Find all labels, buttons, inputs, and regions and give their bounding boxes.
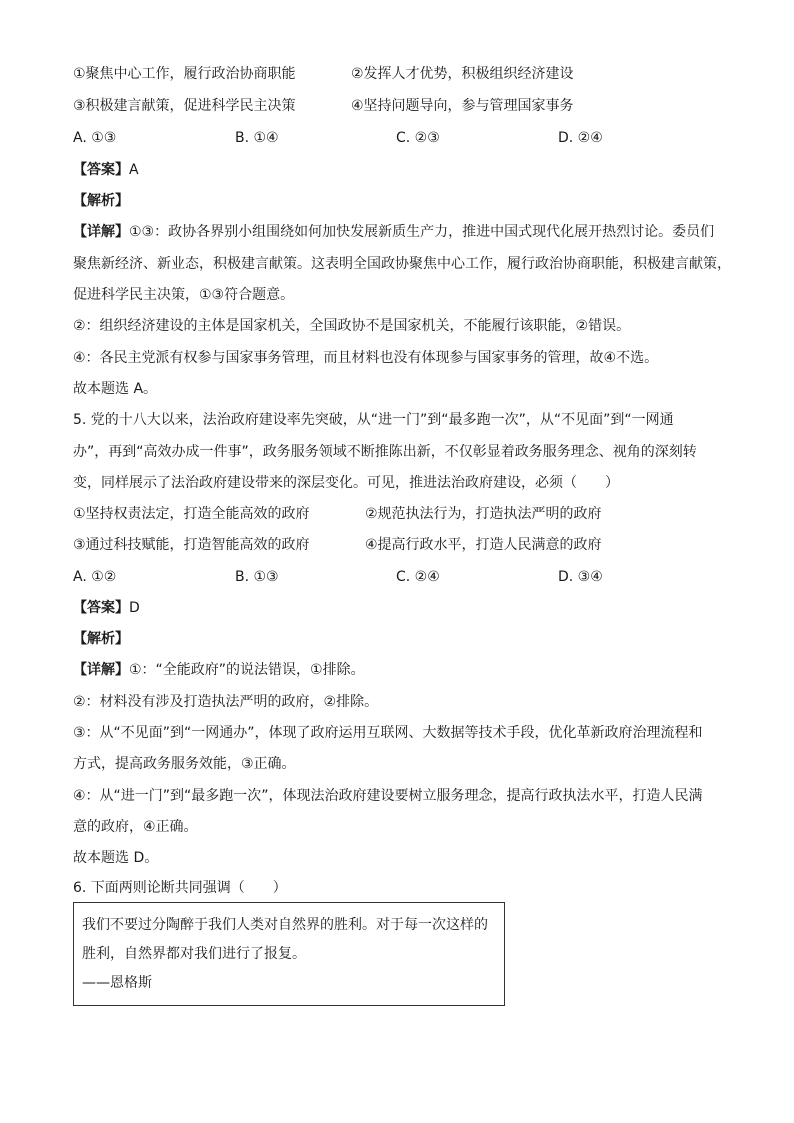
q4-analysis-tag: [73, 191, 129, 211]
analysis-tag: 【解析】: [73, 631, 129, 647]
q5-explanation-line-5: ④：从“进一门”到“最多跑一次”，体现法治政府建设要树立服务理念，提高行政执法水平，打造人民满: [73, 788, 703, 804]
answer-tag: 【答案】: [73, 162, 129, 178]
q5-option-c: C. ②④: [396, 569, 440, 585]
q5-explanation-line-4: 方式，提高政务服务效能，③正确。: [73, 756, 296, 772]
q4-explanation-line-2: 聚焦新经济、新业态，积极建言献策。这表明全国政协聚焦中心工作，履行政治协商职能，积极建言献策，: [73, 256, 731, 272]
q4-explanation-line-5: ④：各民主党派有权参与国家事务管理，而且材料也没有体现参与国家事务的管理，故④不选。: [73, 350, 659, 366]
q4-explanation-line-3: 促进科学民主决策，①③符合题意。: [73, 287, 295, 303]
q4-option-b: B. ①④: [235, 130, 279, 146]
q5-option-a: A. ①②: [73, 569, 117, 585]
quote-attribution: ——恩格斯: [82, 975, 152, 991]
quote-line-1: 我们不要过分陶醉于我们人类对自然界的胜利。对于每一次这样的: [82, 917, 488, 933]
q5-stem-line-3: 变，同样展示了法治政府建设带来的深层变化。可见，推进法治政府建设，必须（ ）: [73, 475, 619, 491]
q4-explanation-line-4: ②：组织经济建设的主体是国家机关，全国政协不是国家机关，不能履行该职能，②错误。: [73, 318, 631, 334]
q4-statement-4: ④坚持问题导向，参与管理国家事务: [351, 98, 574, 114]
q4-option-a: A. ①③: [73, 130, 117, 146]
q4-statement-3: ③积极建言献策，促进科学民主决策: [73, 98, 296, 114]
quote-line-2: 胜利，自然界都对我们进行了报复。: [82, 946, 306, 962]
q4-explanation-line-1: [73, 222, 714, 242]
q5-option-d: D. ③④: [558, 569, 603, 585]
q4-statement-1: ①聚焦中心工作，履行政治协商职能: [73, 66, 296, 82]
q5-option-b: B. ①③: [235, 569, 279, 585]
q6-stem: 6. 下面两则论断共同强调（ ）: [73, 880, 287, 896]
quote-box: [73, 902, 505, 1006]
q5-analysis-tag: [73, 629, 129, 649]
detail-tag: 【详解】: [73, 224, 129, 240]
q5-statement-2: ②规范执法行为，打造执法严明的政府: [365, 506, 602, 522]
explanation-text: ①：“全能政府”的说法错误，①排除。: [129, 662, 365, 678]
q5-statement-1: ①坚持权责法定，打造全能高效的政府: [73, 506, 310, 522]
answer-value: D: [129, 600, 140, 616]
q5-statement-3: ③通过科技赋能，打造智能高效的政府: [73, 537, 310, 553]
q5-stem-line-1: 5. 党的十八大以来，法治政府建设率先突破，从“进一门”到“最多跑一次”，从“不见面”到“一网通: [73, 412, 674, 428]
q4-statement-2: ②发挥人才优势，积极组织经济建设: [351, 66, 574, 82]
q4-answer: [73, 160, 139, 180]
analysis-tag: 【解析】: [73, 193, 129, 209]
answer-tag: 【答案】: [73, 600, 129, 616]
detail-tag: 【详解】: [73, 662, 129, 678]
q5-explanation-line-1: [73, 660, 365, 680]
q5-explanation-line-2: ②：材料没有涉及打造执法严明的政府，②排除。: [73, 694, 379, 710]
q5-explanation-line-3: ③：从“不见面”到“一网通办”，体现了政府运用互联网、大数据等技术手段，优化革新政府治理流程和: [73, 725, 703, 741]
q4-explanation-line-6: 故本题选 A。: [73, 381, 158, 397]
q4-option-d: D. ②④: [558, 130, 603, 146]
q5-explanation-line-7: 故本题选 D。: [73, 850, 159, 866]
q4-option-c: C. ②③: [396, 130, 440, 146]
answer-value: A: [129, 162, 139, 178]
q5-stem-line-2: 办”，再到“高效办成一件事”，政务服务领域不断推陈出新，不仅彰显着政务服务理念、视角的深刻转: [73, 444, 697, 460]
explanation-text: ①③：政协各界别小组围绕如何加快发展新质生产力，推进中国式现代化展开热烈讨论。委员们: [129, 224, 715, 240]
q5-explanation-line-6: 意的政府，④正确。: [73, 819, 198, 835]
q5-statement-4: ④提高行政水平，打造人民满意的政府: [365, 537, 602, 553]
q5-answer: [73, 598, 140, 618]
